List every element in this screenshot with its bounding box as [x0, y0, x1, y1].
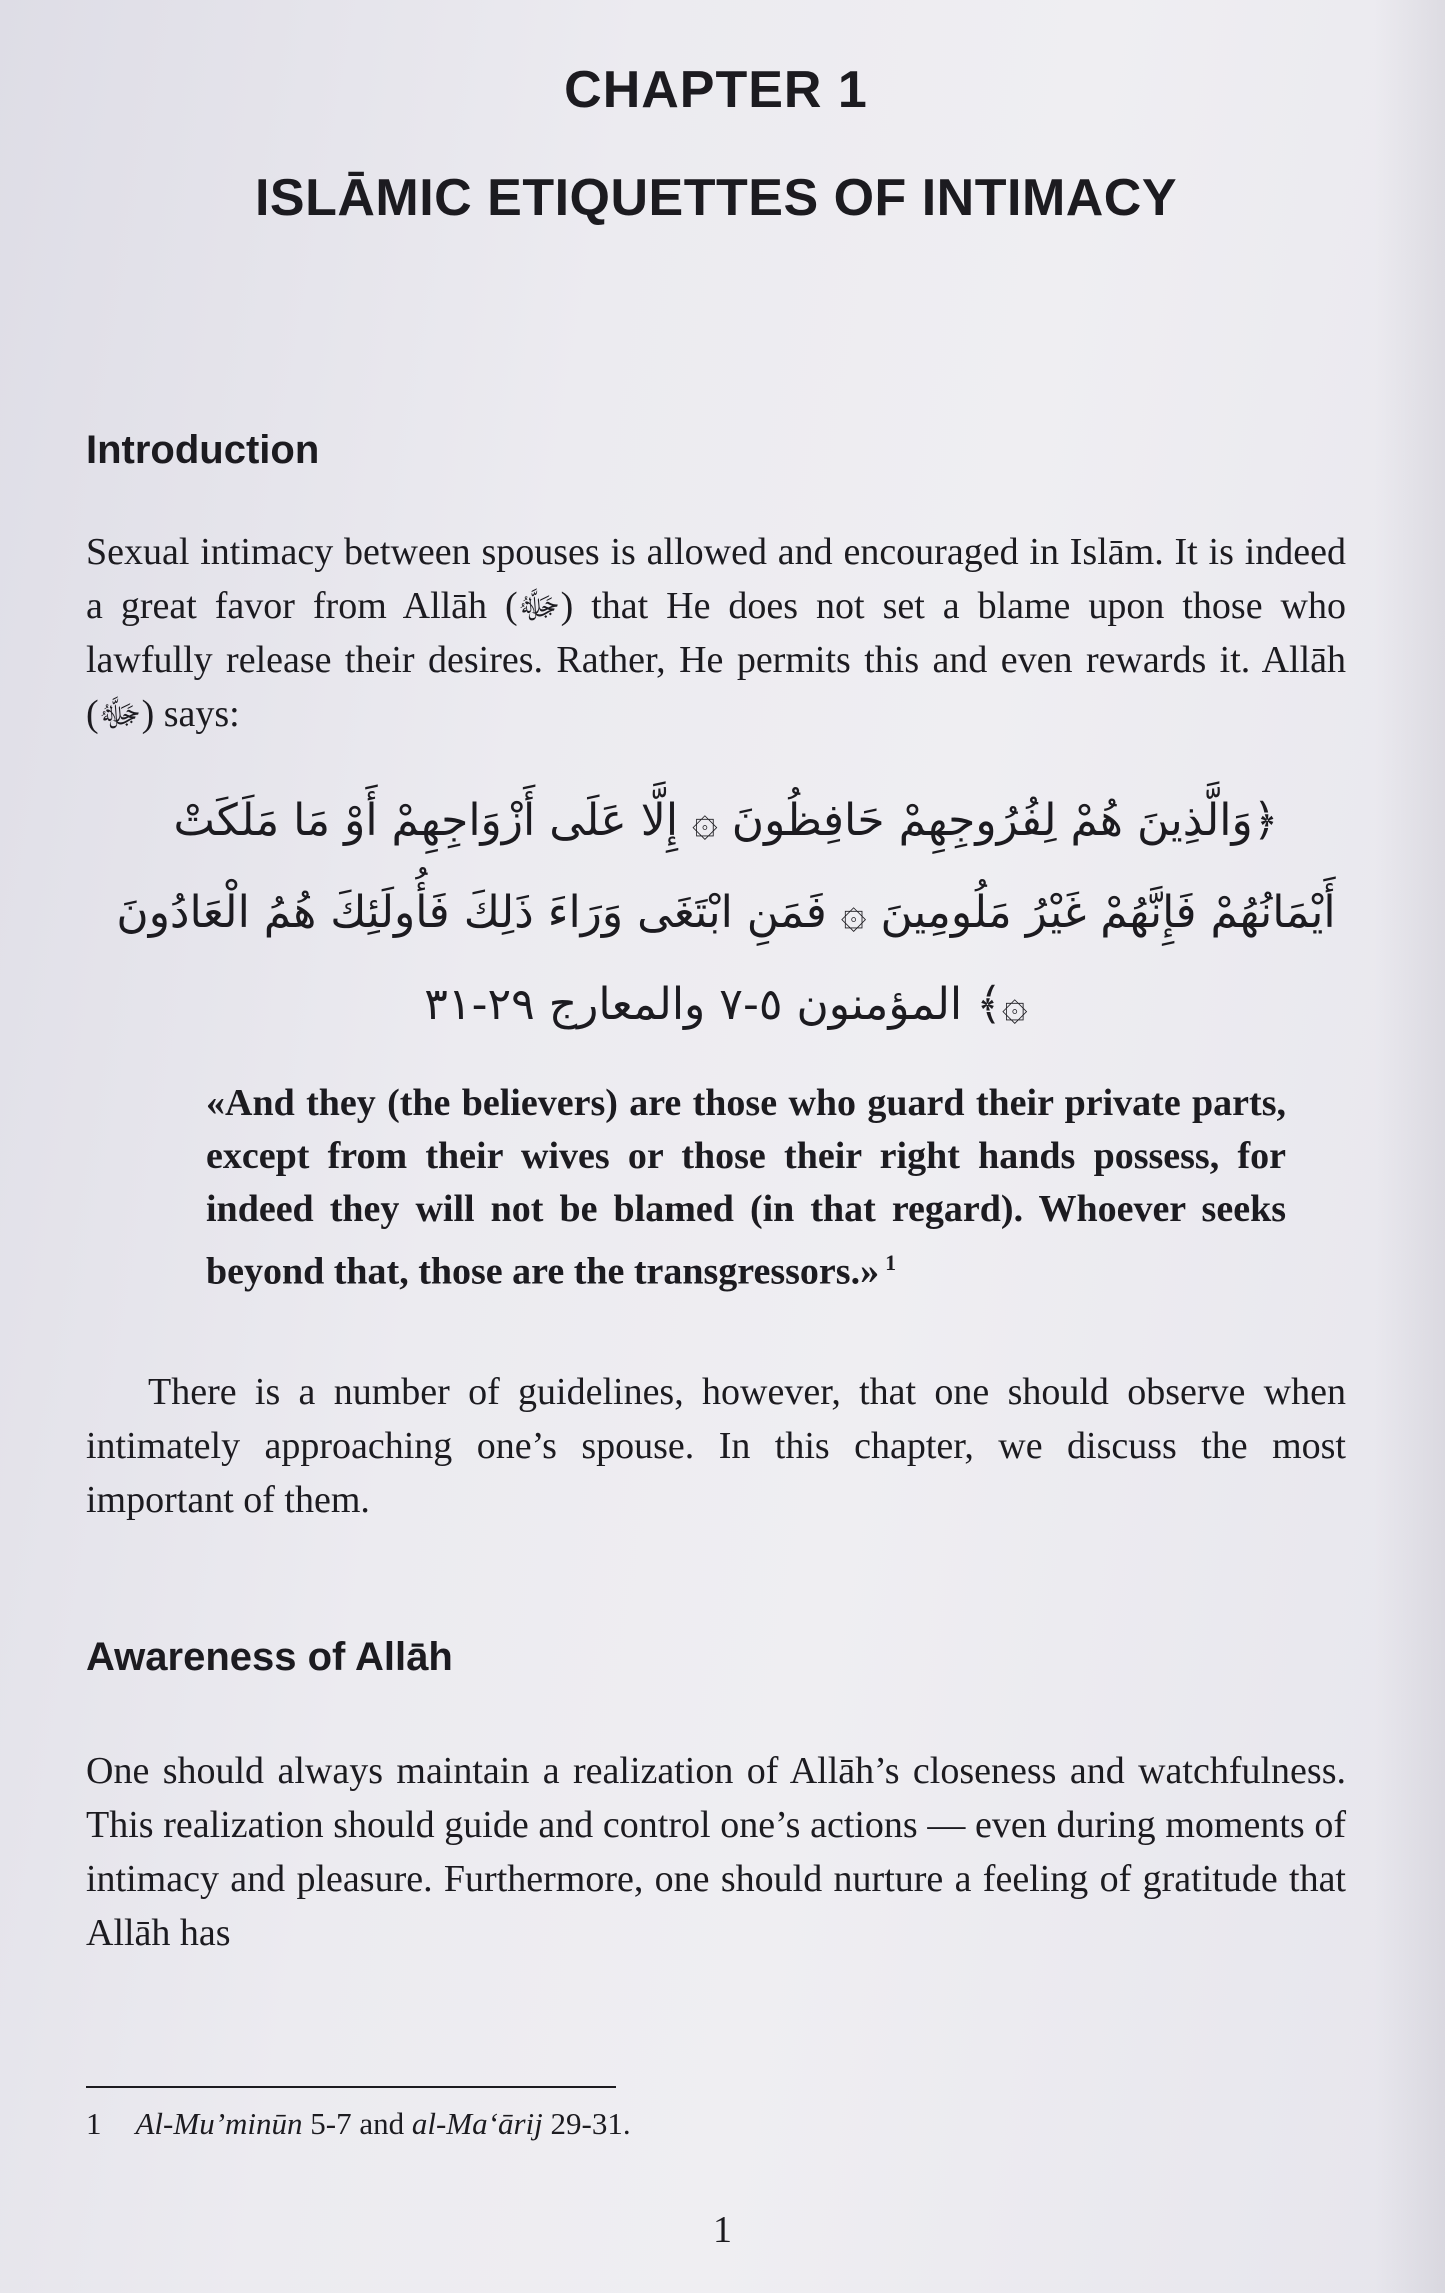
arabic-verse: ﴿وَالَّذِينَ هُمْ لِفُرُوجِهِمْ حَافِظُونَ ۞ إِلَّا عَلَى أَزْوَاجِهِمْ أَوْ مَا مَلَكَتْ أَيْمَانُهُمْ فَإِنَّهُمْ غَيْرُ مَلُومِينَ ۞ فَمَنِ ابْتَغَى وَرَاءَ ذَلِكَ فَأُولَئِكَ هُمُ الْعَادُونَ ۞﴾ المؤمنون ٥-٧ والمعارج ٢٩-٣١	[116, 795, 1336, 1030]
page-edge-shadow	[1375, 0, 1445, 2293]
footnote-verses-1: 5-7	[310, 2106, 352, 2141]
footnote-reference: 1	[885, 1250, 897, 1275]
footnote-source-1: Al-Mu’minūn	[135, 2106, 303, 2141]
verse-translation	[206, 1077, 1286, 1299]
awareness-paragraph: One should always maintain a realization of Allāh’s closeness and watchfulness. This realization should guide and control one’s actions — even during moments of intimacy and pleasure. Furthermore, one should nurture a feeling of gratitude that Allāh has	[86, 1749, 1346, 1954]
introduction-heading: Introduction	[86, 428, 320, 472]
chapter-label: CHAPTER 1	[564, 61, 868, 119]
footnote-joiner: and	[359, 2106, 405, 2141]
page-content	[86, 60, 1346, 1960]
footnote	[86, 2106, 631, 2142]
footnote-divider	[86, 2086, 616, 2088]
page-number: 1	[713, 2209, 732, 2251]
verse-translation-text: «And they (the believers) are those who guard their private parts, except from their wives or those their right hands possess, for indeed they will not be blamed (in that regard). Whoever seeks beyond that, those are the transgressors.»	[206, 1082, 1286, 1293]
footnote-source-2: al-Ma‘ārij	[411, 2106, 543, 2141]
chapter-title: ISLĀMIC ETIQUETTES OF INTIMACY	[254, 169, 1178, 227]
introduction-paragraph: Sexual intimacy between spouses is allowed and encouraged in Islām. It is indeed a great favor from Allāh (ﷻ) that He does not set a blame upon those who lawfully release their desires. Rather, He permits this and even rewards it. Allāh (ﷻ) says:	[86, 531, 1346, 735]
footnote-number: 1	[86, 2106, 102, 2141]
footnote-verses-2: 29-31.	[550, 2106, 631, 2141]
guidelines-paragraph: There is a number of guidelines, however, that one should observe when intimately approaching one’s spouse. In this chapter, we discuss the most important of them.	[86, 1370, 1346, 1521]
awareness-heading: Awareness of Allāh	[86, 1634, 453, 1679]
